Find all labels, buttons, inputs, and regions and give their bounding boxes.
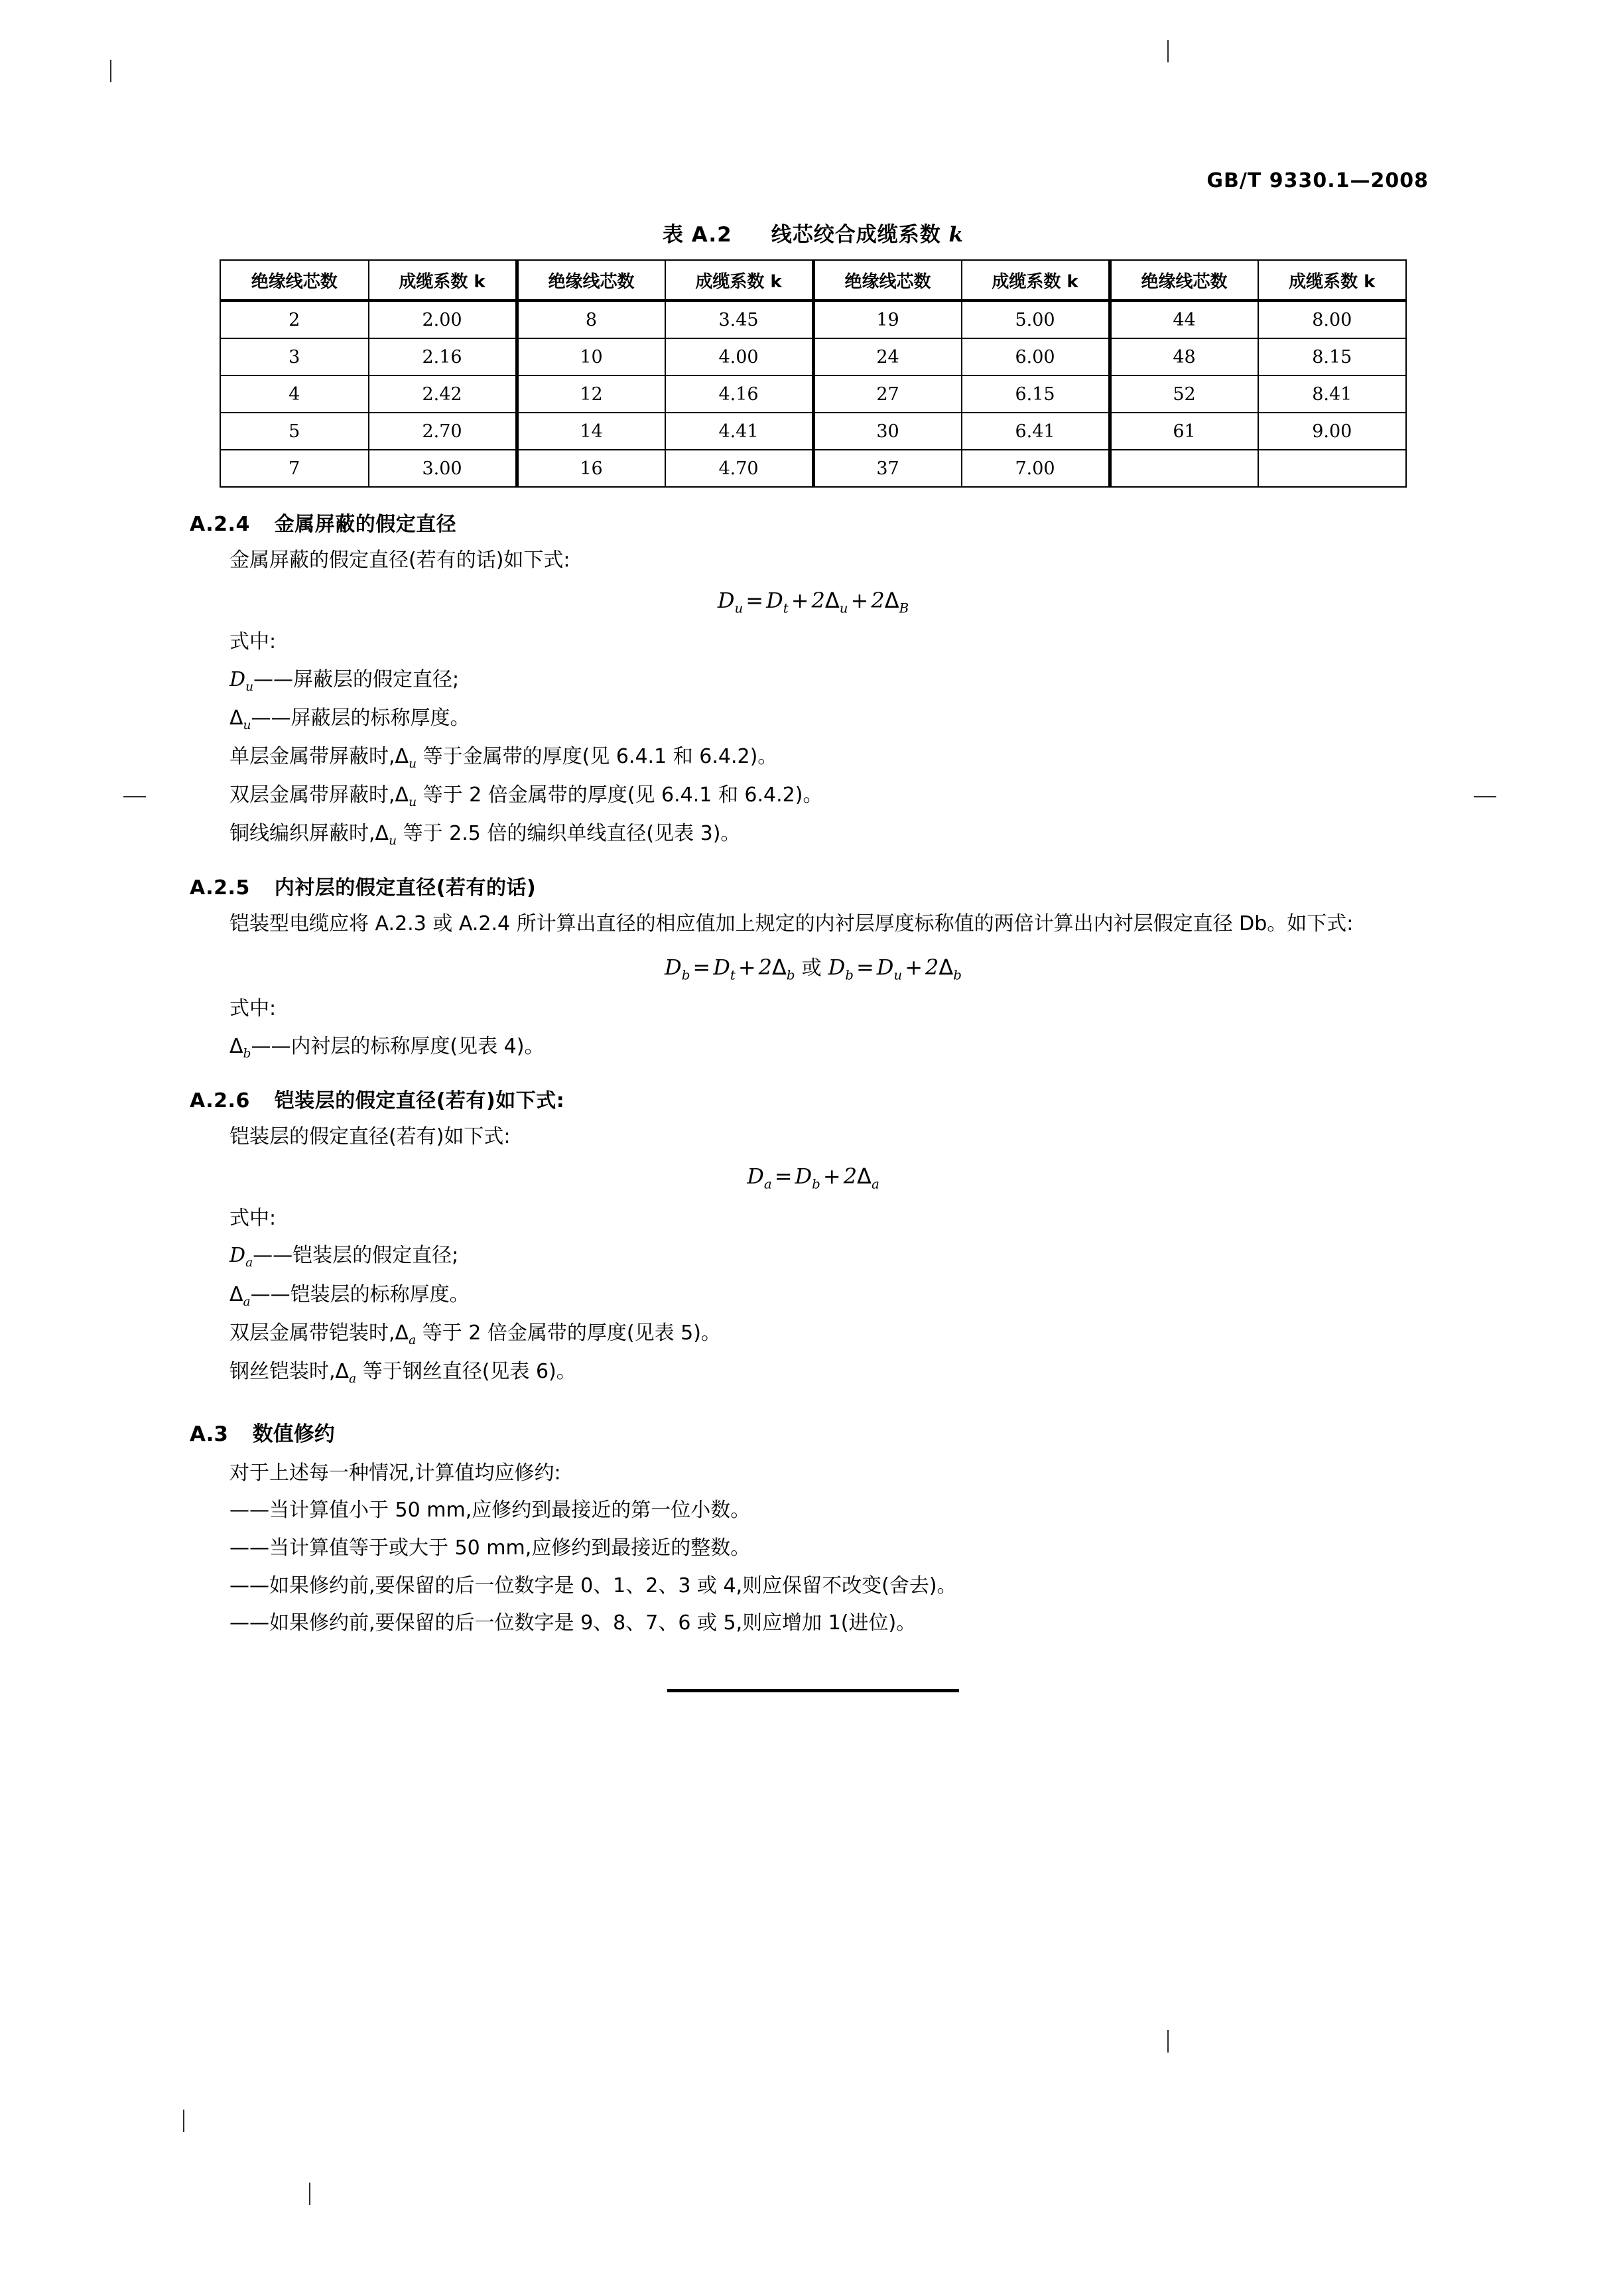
note-text-pre: 双层金属带屏蔽时, — [229, 783, 395, 807]
cabling-coefficient-table — [220, 259, 1407, 488]
table-cell: 12 — [517, 375, 665, 413]
list-item: ——当计算值小于 50 mm,应修约到最接近的第一位小数。 — [229, 1499, 751, 1522]
list-item: ——如果修约前,要保留的后一位数字是 9、8、7、6 或 5,则应增加 1(进位)。 — [229, 1611, 917, 1635]
table-cell: 7.00 — [962, 450, 1110, 487]
table-header-cell: 绝缘线芯数 — [220, 260, 369, 301]
table-cell: 2.16 — [369, 338, 517, 375]
table-cell: 24 — [813, 338, 962, 375]
table-cell: 5.00 — [962, 301, 1110, 338]
note-text-post: 等于 2 倍金属带的厚度(见 6.4.1 和 6.4.2)。 — [422, 783, 823, 807]
table-cell: 6.00 — [962, 338, 1110, 375]
table-header-cell: 绝缘线芯数 — [813, 260, 962, 301]
section-title: 金属屏蔽的假定直径 — [274, 513, 457, 536]
paragraph: 式中: — [229, 997, 277, 1021]
definition-line: $\Delta_a——$铠装层的标称厚度。 — [229, 1282, 470, 1309]
note-text-pre: 双层金属带铠装时, — [229, 1321, 395, 1345]
page-content — [190, 169, 1437, 1692]
section-heading-a26 — [190, 1084, 1437, 1113]
table-cell: 14 — [517, 413, 665, 450]
table-cell: 10 — [517, 338, 665, 375]
note-text-post: 等于 2.5 倍的编织单线直径(见表 3)。 — [403, 822, 741, 846]
definition-text: ——屏蔽层的标称厚度。 — [251, 706, 470, 730]
note-line: 铜线编织屏蔽时$,\Delta_u$ 等于 2.5 倍的编织单线直径(见表 3)。 — [229, 822, 741, 848]
table-header-cell: 成缆系数 k — [369, 260, 517, 301]
table-cell: 30 — [813, 413, 962, 450]
list-item: ——当计算值等于或大于 50 mm,应修约到最接近的整数。 — [229, 1536, 751, 1560]
section-number: A.2.6 — [190, 1089, 250, 1113]
note-text-pre: 钢丝铠装时, — [229, 1359, 336, 1383]
section-title: 数值修约 — [252, 1422, 335, 1446]
section-heading-a25 — [190, 871, 1437, 900]
note-text-pre: 铜线编织屏蔽时, — [229, 822, 375, 846]
section-heading-a24 — [190, 507, 1437, 537]
list-item: ——如果修约前,要保留的后一位数字是 0、1、2、3 或 4,则应保留不改变(舍去)。 — [229, 1574, 957, 1597]
formula-armour-diameter: $D_a = D_b + 2\Delta_a$ — [747, 1164, 879, 1192]
table-cell: 3 — [220, 338, 369, 375]
note-line: 单层金属带屏蔽时$,\Delta_u$ 等于金属带的厚度(见 6.4.1 和 6.4.2)。 — [229, 744, 778, 771]
table-cell: 7 — [220, 450, 369, 487]
note-text-post: 等于金属带的厚度(见 6.4.1 和 6.4.2)。 — [422, 744, 778, 768]
definition-text: ——铠装层的标称厚度。 — [250, 1282, 470, 1306]
table-header-cell: 绝缘线芯数 — [517, 260, 665, 301]
note-line: 双层金属带铠装时$,\Delta_a$ 等于 2 倍金属带的厚度(见表 5)。 — [229, 1321, 721, 1347]
table-cell: 48 — [1110, 338, 1258, 375]
table-cell: 4.00 — [665, 338, 814, 375]
table-cell: 4.70 — [665, 450, 814, 487]
formula-inner-sheath-diameter: $D_b = D_t + 2\Delta_b$ 或 $D_b = D_u + 2\Delta_b$ — [665, 954, 962, 983]
table-header-cell: 成缆系数 k — [665, 260, 814, 301]
definition-line: $D_u——$屏蔽层的假定直径; — [229, 667, 460, 694]
table-row — [220, 338, 1406, 375]
definition-text: ——内衬层的标称厚度(见表 4)。 — [251, 1034, 545, 1058]
note-line: 双层金属带屏蔽时$,\Delta_u$ 等于 2 倍金属带的厚度(见 6.4.1 和 6.4.2)。 — [229, 783, 823, 809]
table-cell: 2.42 — [369, 375, 517, 413]
section-number: A.2.4 — [190, 513, 250, 536]
table-cell: 5 — [220, 413, 369, 450]
table-title-symbol: k — [948, 223, 964, 247]
note-text-post: 等于钢丝直径(见表 6)。 — [362, 1359, 576, 1383]
crop-mark-left-mid — [123, 796, 146, 797]
table-row — [220, 450, 1406, 487]
table-cell: 8.00 — [1258, 301, 1407, 338]
section-number: A.2.5 — [190, 876, 250, 900]
table-cell: 4.16 — [665, 375, 814, 413]
table-row — [220, 413, 1406, 450]
table-title — [190, 218, 1437, 247]
rounding-rules-list — [190, 1495, 1437, 1639]
definition-text: ——屏蔽层的假定直径; — [253, 667, 460, 691]
table-header-cell: 成缆系数 k — [1258, 260, 1407, 301]
table-cell — [1110, 450, 1258, 487]
note-text-post: 等于 2 倍金属带的厚度(见表 5)。 — [422, 1321, 721, 1345]
crop-mark-right-mid — [1474, 796, 1496, 797]
paragraph: 铠装型电缆应将 A.2.3 或 A.2.4 所计算出直径的相应值加上规定的内衬层厚度标称值的两倍计算出内衬层假定直径 Db。如下式: — [229, 912, 1354, 936]
note-line: 钢丝铠装时$,\Delta_a$ 等于钢丝直径(见表 6)。 — [229, 1359, 576, 1386]
table-header-cell: 成缆系数 k — [962, 260, 1110, 301]
table-cell: 2 — [220, 301, 369, 338]
crop-mark-top-left — [110, 60, 111, 82]
table-cell: 8 — [517, 301, 665, 338]
paragraph: 铠装层的假定直径(若有)如下式: — [229, 1124, 511, 1148]
section-number: A.3 — [190, 1422, 228, 1446]
table-cell: 8.41 — [1258, 375, 1407, 413]
table-cell: 37 — [813, 450, 962, 487]
table-cell: 9.00 — [1258, 413, 1407, 450]
table-cell: 2.70 — [369, 413, 517, 450]
table-cell — [1258, 450, 1407, 487]
formula-shield-diameter: $D_u = D_t + 2\Delta_u + 2\Delta_B$ — [717, 587, 909, 616]
table-cell: 16 — [517, 450, 665, 487]
table-cell: 44 — [1110, 301, 1258, 338]
note-text-pre: 单层金属带屏蔽时, — [229, 744, 395, 768]
section-title: 铠装层的假定直径(若有)如下式: — [274, 1089, 565, 1113]
crop-mark-bottom-left — [183, 2110, 184, 2132]
table-title-prefix: 表 A.2 — [663, 223, 732, 247]
paragraph: 对于上述每一种情况,计算值均应修约: — [229, 1461, 561, 1485]
section-heading-a3 — [190, 1417, 1437, 1447]
table-cell: 19 — [813, 301, 962, 338]
table-row — [220, 301, 1406, 338]
standard-number-header: GB/T 9330.1—2008 — [1206, 169, 1429, 192]
table-cell: 4 — [220, 375, 369, 413]
table-cell: 3.00 — [369, 450, 517, 487]
end-of-annex-rule — [667, 1689, 959, 1692]
paragraph: 式中: — [229, 630, 277, 653]
table-header-cell: 绝缘线芯数 — [1110, 260, 1258, 301]
definition-line: $\Delta_u——$屏蔽层的标称厚度。 — [229, 706, 470, 732]
paragraph: 金属屏蔽的假定直径(若有的话)如下式: — [229, 549, 570, 572]
table-cell: 2.00 — [369, 301, 517, 338]
table-cell: 3.45 — [665, 301, 814, 338]
section-title: 内衬层的假定直径(若有的话) — [274, 876, 537, 900]
crop-mark-top-center — [1167, 40, 1169, 62]
table-header-row — [220, 260, 1406, 301]
table-row — [220, 375, 1406, 413]
paragraph: 式中: — [229, 1206, 277, 1230]
definition-line: $\Delta_b——$内衬层的标称厚度(见表 4)。 — [229, 1034, 545, 1061]
table-cell: 4.41 — [665, 413, 814, 450]
table-cell: 6.41 — [962, 413, 1110, 450]
table-cell: 61 — [1110, 413, 1258, 450]
table-cell: 6.15 — [962, 375, 1110, 413]
definition-line: $D_a——$铠装层的假定直径; — [229, 1244, 459, 1270]
table-cell: 8.15 — [1258, 338, 1407, 375]
crop-mark-bottom-right — [309, 2183, 310, 2205]
definition-text: ——铠装层的假定直径; — [253, 1244, 459, 1268]
table-cell: 52 — [1110, 375, 1258, 413]
table-cell: 27 — [813, 375, 962, 413]
crop-mark-bottom-center — [1167, 2030, 1169, 2053]
table-title-main: 线芯绞合成缆系数 — [771, 223, 941, 247]
